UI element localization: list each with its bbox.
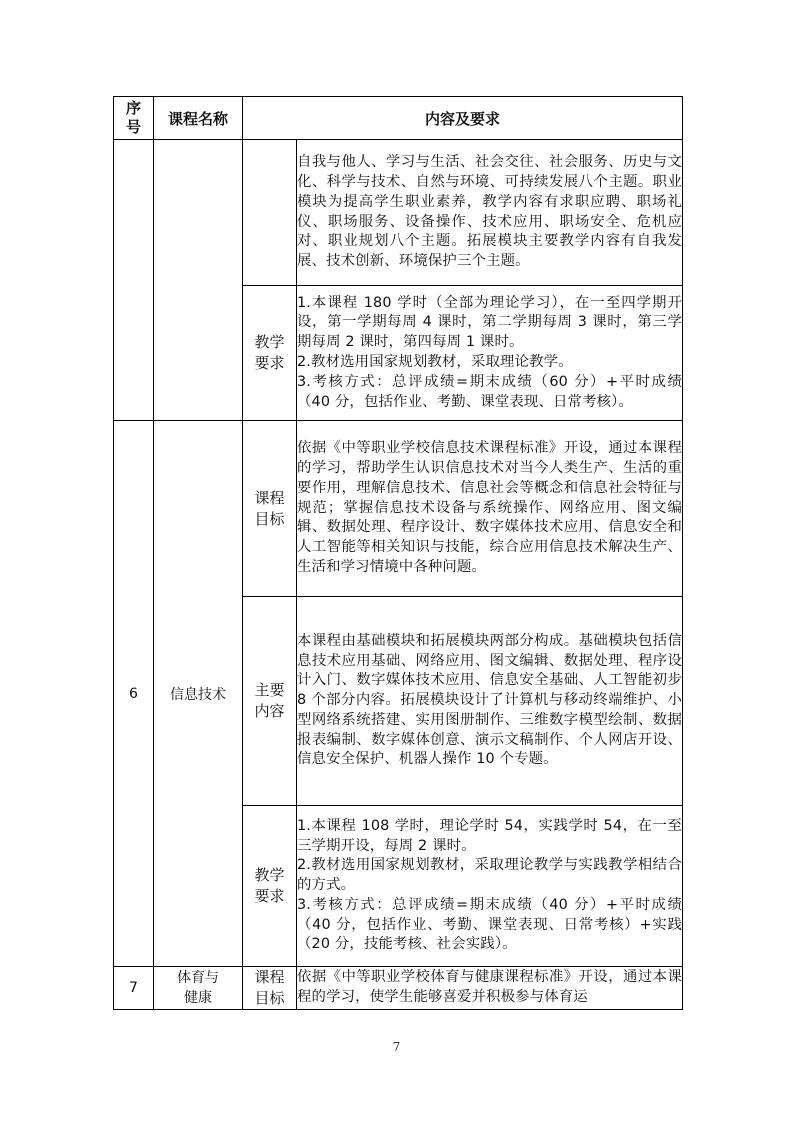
section-label-main-content: 主要 内容 — [243, 597, 297, 806]
seq-cell — [114, 140, 154, 421]
section-label-teaching-requirements: 教学 要求 — [243, 806, 297, 967]
page-number: 7 — [392, 1040, 401, 1054]
course-name-cell: 信息技术 — [154, 421, 243, 967]
seq-cell: 7 — [114, 967, 154, 1010]
section-content — [297, 140, 683, 286]
section-label-course-goal: 课程 目标 — [243, 967, 297, 1010]
section-content — [297, 286, 683, 421]
section-label — [243, 140, 297, 286]
section-content — [297, 421, 683, 597]
content-paragraph: 2.教材选用国家规划教材，采取理论教学。 — [297, 354, 573, 370]
section-content — [297, 597, 683, 806]
content-paragraph: 依据《中等职业学校体育与健康课程标准》开设，通过本课程的学习，使学生能够喜爱并积极参与体育运 — [297, 969, 683, 1005]
content-paragraph: 3.考核方式：总评成绩=期末成绩（40 分）+平时成绩（40 分，包括作业、考勤、课堂表现、日常考核）+实践（20 分，技能考核、社会实践）。 — [297, 896, 683, 953]
section-content — [297, 806, 683, 967]
seq-cell: 6 — [114, 421, 154, 967]
section-label-course-goal: 课程 目标 — [243, 421, 297, 597]
content-paragraph: 2.教材选用国家规划教材，采取理论教学与实践教学相结合的方式。 — [297, 857, 683, 894]
table-row — [114, 140, 683, 286]
header-course-name: 课程名称 — [154, 97, 243, 140]
table-row — [114, 967, 683, 1010]
table-row — [114, 421, 683, 597]
content-paragraph: 依据《中等职业学校信息技术课程标准》开设，通过本课程的学习，帮助学生认识信息技术对当今人类生产、生活的重要作用，理解信息技术、信息社会等概念和信息社会特征与规范；掌握信息技术设备与系统操作、网络应用、图文编辑、数据处理、程序设计、数字媒体技术应用、信息安全和人工智能等相关知识与技能，综合应用信息技术解决生产、生活和学习情境中各种问题。 — [297, 440, 683, 575]
content-paragraph: 1.本课程 180 学时（全部为理论学习），在一至四学期开设，第一学期每周 4 课时，第二学期每周 3 课时，第三学期每周 2 课时，第四每周 1 课时。 — [297, 294, 683, 351]
section-label-teaching-requirements: 教学 要求 — [243, 286, 297, 421]
content-paragraph: 自我与他人、学习与生活、社会交往、社会服务、历史与文化、科学与技术、自然与环境、可持续发展八个主题。职业模块为提高学生职业素养，教学内容有求职应聘、职场礼仪、职场服务、设备操作、技术应用、职场安全、危机应对、职业规划八个主题。拓展模块主要教学内容有自我发展、技术创新、环境保护三个主题。 — [297, 154, 683, 270]
header-seq: 序 号 — [114, 97, 154, 140]
section-content — [297, 967, 683, 1010]
course-name-cell: 体育与健康 — [154, 967, 243, 1010]
table-header-row — [114, 97, 683, 140]
header-content: 内容及要求 — [243, 97, 683, 140]
content-paragraph: 3.考核方式：总评成绩=期末成绩（60 分）+平时成绩（40 分，包括作业、考勤、课堂表现、日常考核）。 — [297, 373, 683, 410]
course-table — [113, 96, 683, 1010]
content-paragraph: 本课程由基础模块和拓展模块两部分构成。基础模块包括信息技术应用基础、网络应用、图文编辑、数据处理、程序设计入门、数字媒体技术应用、信息安全基础、人工智能初步 8 个部分内容。拓展模块设计了计算机与移动终端维护、小型网络系统搭建、实用图册制作、三维数字模型绘制、数据报表编制、数字媒体创意、演示文稿制作、个人网店开设、信息安全保护、机器人操作 10 个专题。 — [297, 632, 683, 768]
content-paragraph: 1.本课程 108 学时，理论学时 54，实践学时 54，在一至三学期开设，每周 2 课时。 — [297, 817, 683, 854]
course-name-cell — [154, 140, 243, 421]
